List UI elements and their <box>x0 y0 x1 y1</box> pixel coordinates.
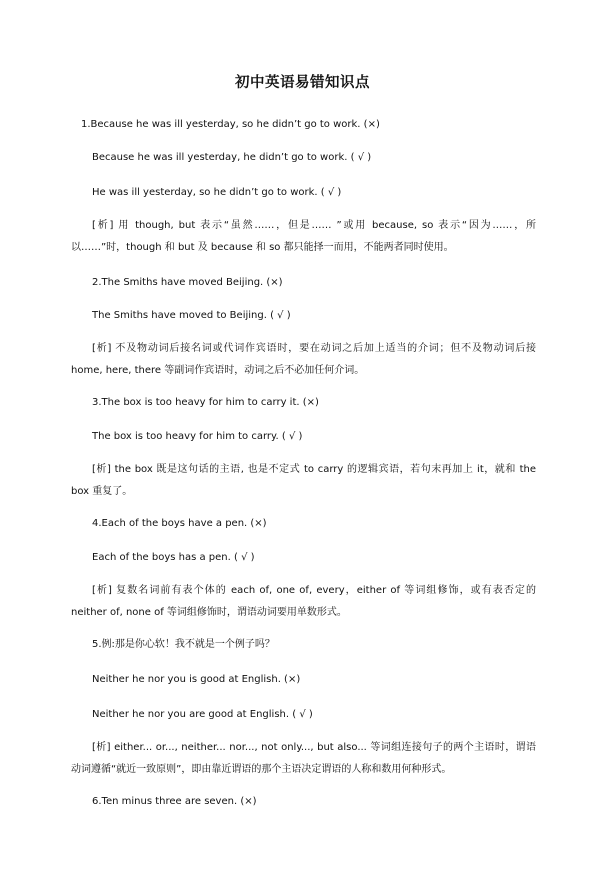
analysis-note-2: [析] 不及物动词后接名词或代词作宾语时，要在动词之后加上适当的介词；但不及物动词后接 home, here, there 等副词作宾语时，动词之后不必加任何介词。 <box>71 343 536 376</box>
sentence-wrong-4: 4.Each of the boys have a pen. (×) <box>92 518 267 529</box>
analysis-note-3: [析] the box 既是这句话的主语, 也是不定式 to carry 的逻辑宾语，若句末再加上 it，就和 the box 重复了。 <box>71 464 536 497</box>
sentence-right-5a: Neither he nor you is good at English. (×) <box>92 674 301 685</box>
sentence-right-4: Each of the boys has a pen. ( √ ) <box>92 552 255 563</box>
sentence-wrong-6: 6.Ten minus three are seven. (×) <box>92 796 257 807</box>
sentence-wrong-5: 5.例:那是你心软！我不就是一个例子吗？ <box>92 639 275 650</box>
analysis-note-1: [析] 用 though, but 表示“虽然……，但是…… ”或用 because, so 表示“因为……，所以……”时，though 和 but 及 because 和 so 都只能择一而用，不能两者同时使用。 <box>71 220 536 253</box>
sentence-right-5b: Neither he nor you are good at English. ( √ ) <box>92 709 313 720</box>
document-title: 初中英语易错知识点 <box>235 75 370 91</box>
sentence-right-3: The box is too heavy for him to carry. ( √ ) <box>92 431 303 442</box>
sentence-wrong-3: 3.The box is too heavy for him to carry it. (×) <box>92 397 319 408</box>
sentence-right-2: The Smiths have moved to Beijing. ( √ ) <box>92 310 291 321</box>
sentence-right-1b: He was ill yesterday, so he didn’t go to work. ( √ ) <box>92 187 342 198</box>
analysis-note-4: [析] 复数名词前有表个体的 each of, one of, every，either of 等词组修饰，或有表否定的 neither of, none of 等词组修饰时，谓语动词要用单数形式。 <box>71 585 536 618</box>
sentence-wrong-1: 1.Because he was ill yesterday, so he didn’t go to work. (×) <box>81 119 380 130</box>
analysis-note-5: [析] either... or..., neither... nor..., not only..., but also... 等词组连接句子的两个主语时，谓语动词遵循“就近一致原则”，即由靠近谓语的那个主语决定谓语的人称和数用何种形式。 <box>71 742 536 775</box>
sentence-right-1a: Because he was ill yesterday, he didn’t go to work. ( √ ) <box>92 152 372 163</box>
sentence-wrong-2: 2.The Smiths have moved Beijing. (×) <box>92 277 283 288</box>
